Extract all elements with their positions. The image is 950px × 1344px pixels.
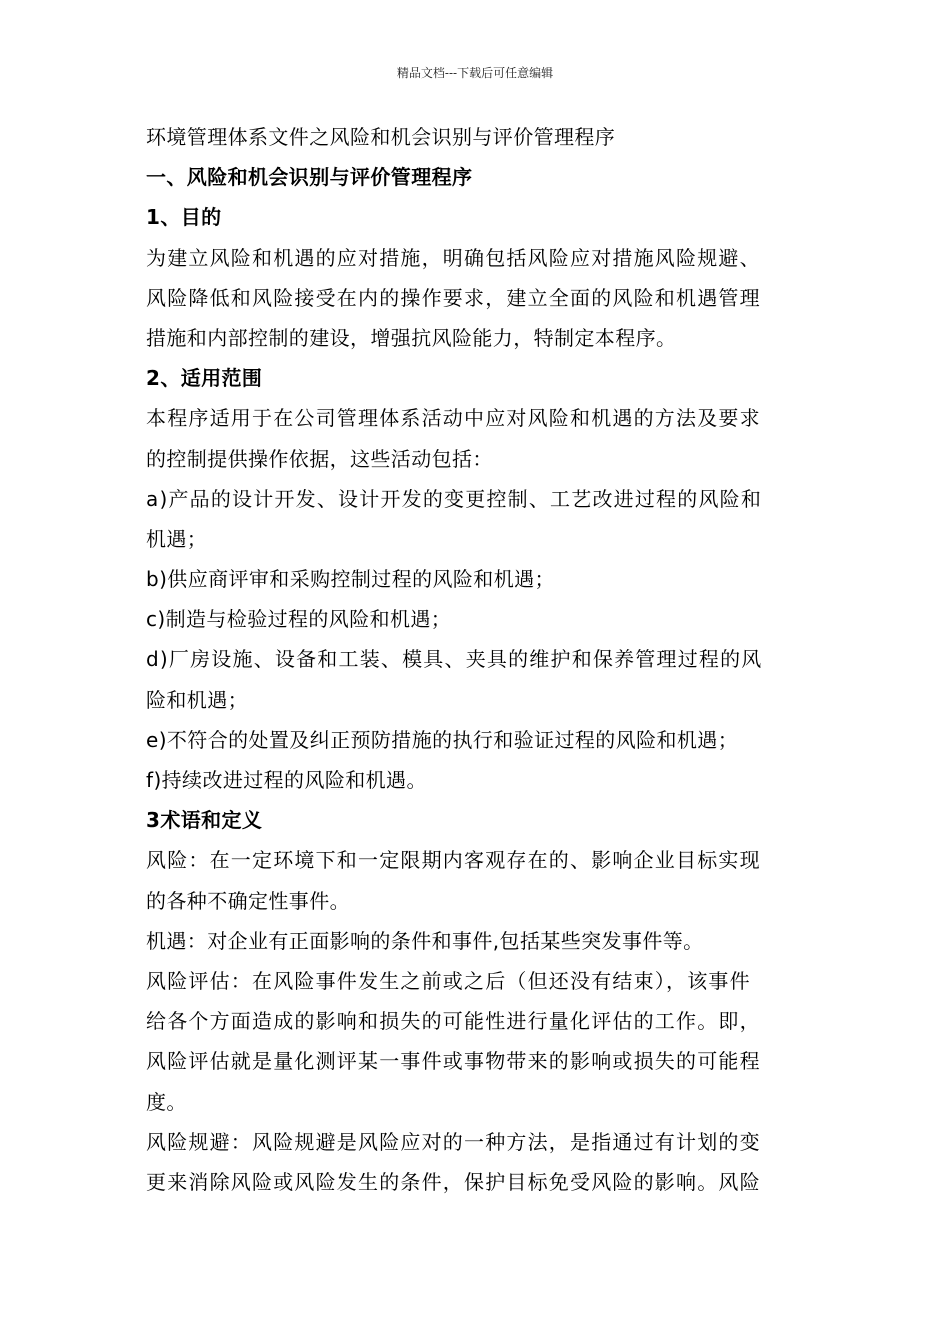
list-item: e)不符合的处置及纠正预防措施的执行和验证过程的风险和机遇； [146,727,739,752]
page-header: 精品文档---下载后可任意编辑 [396,66,554,80]
section-heading-definitions: 3术语和定义 [146,808,263,833]
paragraph-line: 风险降低和风险接受在内的操作要求，建立全面的风险和机遇管理 [146,285,761,310]
document-body [146,117,806,1202]
paragraph-line: 的控制提供操作依据，这些活动包括： [146,446,493,471]
paragraph-line: 风险评估：在风险事件发生之前或之后（但还没有结束），该事件 [146,968,751,993]
list-item-continuation: 机遇； [146,526,208,551]
paragraph-line: 机遇：对企业有正面影响的条件和事件,包括某些突发事件等。 [146,928,704,953]
paragraph-line: 措施和内部控制的建设，增强抗风险能力，特制定本程序。 [146,325,677,350]
paragraph-line: 为建立风险和机遇的应对措施，明确包括风险应对措施风险规避、 [146,245,761,270]
list-item: f)持续改进过程的风险和机遇。 [146,768,427,792]
section-heading-purpose: 1、目的 [146,205,222,230]
document-title: 环境管理体系文件之风险和机会识别与评价管理程序 [146,125,616,149]
paragraph-line: 的各种不确定性事件。 [146,888,350,913]
list-item: c)制造与检验过程的风险和机遇； [146,607,452,632]
paragraph-line: 风险评估就是量化测评某一事件或事物带来的影响或损失的可能程 [146,1049,761,1074]
paragraph-line: 风险：在一定环境下和一定限期内客观存在的、影响企业目标实现 [146,848,761,873]
list-item: d)厂房设施、设备和工装、模具、夹具的维护和保养管理过程的风 [146,647,763,672]
section-heading-scope: 2、适用范围 [146,366,263,391]
list-item-continuation: 险和机遇； [146,687,248,712]
main-heading: 一、风险和机会识别与评价管理程序 [146,165,473,190]
paragraph-line: 风险规避：风险规避是风险应对的一种方法，是指通过有计划的变 [146,1129,761,1154]
paragraph-line: 更来消除风险或风险发生的条件，保护目标免受风险的影响。风险 [146,1169,761,1194]
paragraph-line: 度。 [146,1089,187,1114]
list-item: b)供应商评审和采购控制过程的风险和机遇； [146,567,555,592]
paragraph-line: 本程序适用于在公司管理体系活动中应对风险和机遇的方法及要求 [146,406,761,431]
paragraph-line: 给各个方面造成的影响和损失的可能性进行量化评估的工作。即， [146,1009,761,1034]
list-item: a)产品的设计开发、设计开发的变更控制、工艺改进过程的风险和 [146,486,763,511]
